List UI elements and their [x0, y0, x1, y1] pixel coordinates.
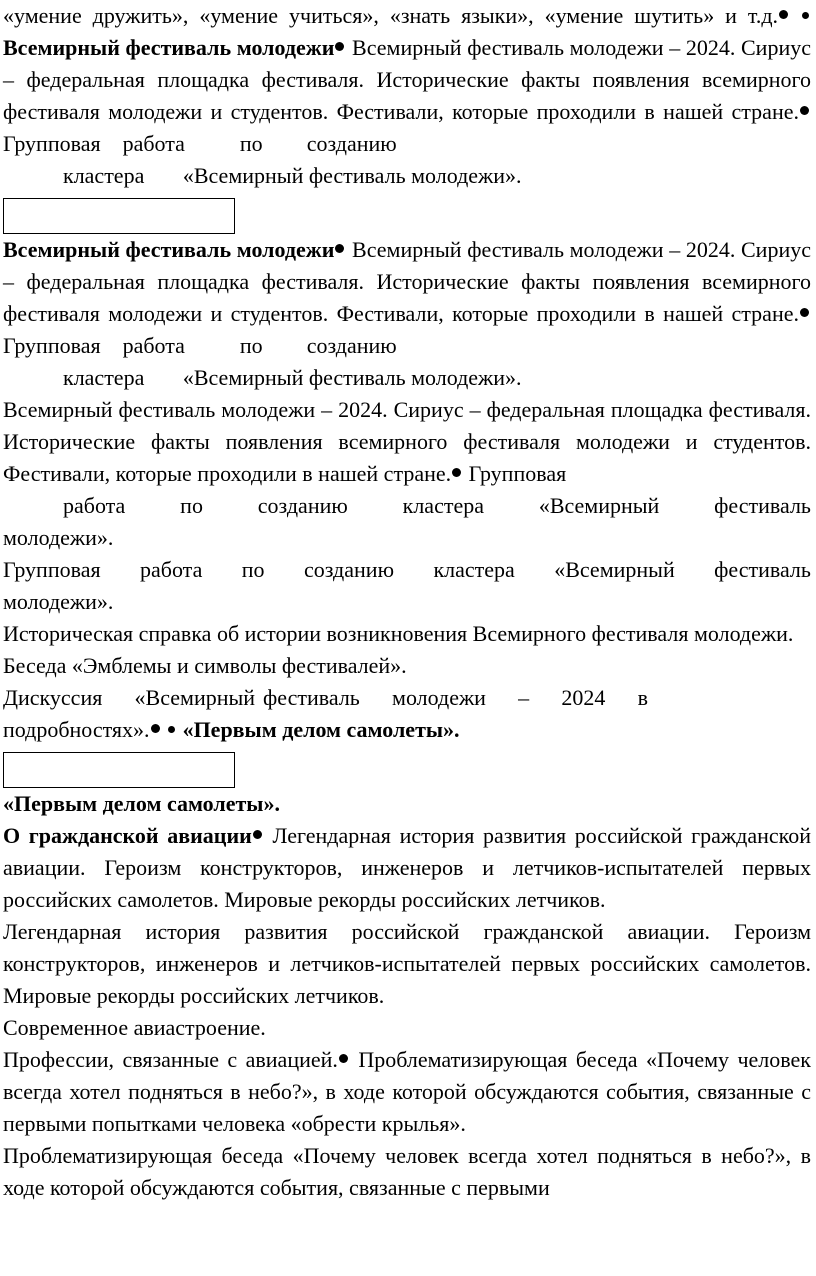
text-fragment: кластера [63, 163, 145, 188]
text-line [3, 160, 811, 192]
text-line [3, 554, 811, 586]
text-line [3, 714, 811, 746]
text-fragment: Групповая [3, 557, 101, 582]
text-fragment: Групповая [468, 461, 567, 486]
paragraph [3, 1140, 811, 1204]
empty-frame [3, 752, 235, 788]
text-line [3, 682, 648, 714]
text-fragment: работа [140, 557, 203, 582]
text-fragment: – 2024. Сириус – федеральная площадка фестиваля. Исторические факты появления всемирного фестиваля молодежи и студентов. Фестивали, которые проходили в нашей стране. [3, 35, 811, 124]
bold-heading: «Первым делом самолеты». [182, 717, 460, 742]
text-line [3, 522, 811, 554]
bullet-icon [800, 106, 809, 115]
paragraph [3, 650, 811, 682]
paragraph [3, 1012, 811, 1044]
paragraph [3, 916, 811, 1012]
paragraph [3, 820, 811, 916]
text-fragment: созданию [306, 131, 397, 156]
text-fragment: созданию [306, 333, 397, 358]
text-fragment: созданию [304, 557, 394, 582]
text-fragment: 2024 [561, 685, 606, 710]
empty-frame [3, 198, 235, 234]
bullet-icon [802, 12, 809, 19]
bullet-icon [168, 726, 175, 733]
text-fragment: по [239, 131, 263, 156]
text-fragment: «Всемирный [134, 685, 256, 710]
text-fragment: Беседа «Эмблемы и символы фестивалей». [3, 653, 407, 678]
text-line: «умение дружить», «умение учиться», «знать языки», «умение шутить» и [3, 3, 737, 28]
text-fragment: работа [122, 333, 185, 358]
text-fragment: фестиваль [714, 493, 811, 518]
text-fragment: Легендарная история развития российской [272, 823, 683, 848]
text-fragment: Легендарная история развития российской гражданской авиации. Героизм конструкторов, инженеров и летчиков-испытателей первых российских самолетов. Мировые рекорды российских летчиков. [3, 919, 811, 1008]
text-fragment: Проблематизирующая беседа «Почему человек всегда хотел подняться в небо?», в ходе которой обсуждаются события, связанные с первыми попытками человека «обрести крылья». [3, 1047, 812, 1136]
bullet-icon [800, 308, 809, 317]
text-fragment: Профессии, связанные с авиацией. [3, 1047, 338, 1072]
text-fragment: по [241, 557, 265, 582]
text-fragment: «Всемирный [538, 493, 660, 518]
text-fragment: гражданской авиации. Героизм конструкторов, инженеров и летчиков-испытателей первых российских самолетов. Мировые рекорды российских летчиков. [3, 823, 811, 912]
text-line [3, 586, 811, 618]
text-fragment: Всемирный фестиваль молодежи [352, 35, 664, 60]
text-fragment: созданию [257, 493, 348, 518]
text-fragment: молодежи». [3, 589, 114, 614]
bold-heading: Всемирный фестиваль молодежи [3, 237, 335, 262]
bullet-icon [339, 1054, 348, 1063]
text-fragment: Всемирный фестиваль молодежи – [352, 237, 681, 262]
text-fragment: работа [63, 493, 126, 518]
text-fragment: Проблематизирующая беседа «Почему человек всегда хотел подняться в небо?», в ходе которой обсуждаются события, связанные с первыми [3, 1143, 811, 1200]
text-fragment: – [518, 685, 530, 710]
text-fragment: по [180, 493, 203, 518]
bullet-icon [452, 468, 461, 477]
text-line [3, 788, 811, 820]
text-fragment: т.д. [747, 3, 779, 28]
text-fragment: кластера [63, 365, 145, 390]
bold-heading: О гражданской авиации [3, 823, 252, 848]
text-line [3, 490, 811, 522]
bullet-icon [779, 10, 788, 19]
paragraph [3, 0, 811, 160]
bold-heading: Всемирный фестиваль молодежи [3, 35, 335, 60]
text-fragment: фестиваль [263, 685, 360, 710]
text-fragment: Групповая [3, 333, 101, 358]
text-fragment: «Всемирный [554, 557, 675, 582]
text-fragment: Дискуссия [3, 685, 103, 710]
text-fragment: в [637, 685, 648, 710]
text-fragment: Историческая справка об истории возникновения Всемирного фестиваля молодежи. [3, 621, 794, 646]
text-fragment: «Всемирный фестиваль молодежи». [182, 163, 522, 188]
bold-heading: «Первым делом самолеты». [3, 791, 280, 816]
text-line [3, 362, 811, 394]
text-fragment: Всемирный фестиваль молодежи – 2024. Сириус – федеральная площадка фестиваля. Исторические факты появления всемирного фестиваля молодежи и студентов. Фестивали, которые проходили в нашей стране. [3, 397, 811, 486]
bullet-icon [335, 42, 344, 51]
bullet-icon [151, 724, 160, 733]
text-fragment: Групповая [3, 131, 101, 156]
text-fragment: Современное авиастроение. [3, 1015, 266, 1040]
paragraph [3, 1044, 811, 1140]
bullet-icon [335, 244, 344, 253]
text-fragment: фестиваль [714, 557, 811, 582]
bullet-icon [253, 830, 262, 839]
text-fragment: по [239, 333, 263, 358]
paragraph [3, 394, 811, 490]
text-fragment: 2024. Сириус – федеральная площадка фестиваля. Исторические факты появления всемирного фестиваля молодежи и студентов. Фестивали, которые проходили в нашей стране. [3, 237, 811, 326]
paragraph [3, 618, 811, 650]
text-fragment: подробностях». [3, 717, 150, 742]
paragraph [3, 234, 811, 362]
text-fragment: «Всемирный фестиваль молодежи». [182, 365, 522, 390]
text-fragment: молодежи [392, 685, 486, 710]
text-fragment: кластера [433, 557, 515, 582]
text-fragment: кластера [402, 493, 484, 518]
text-fragment: молодежи». [3, 525, 114, 550]
text-fragment: работа [122, 131, 185, 156]
